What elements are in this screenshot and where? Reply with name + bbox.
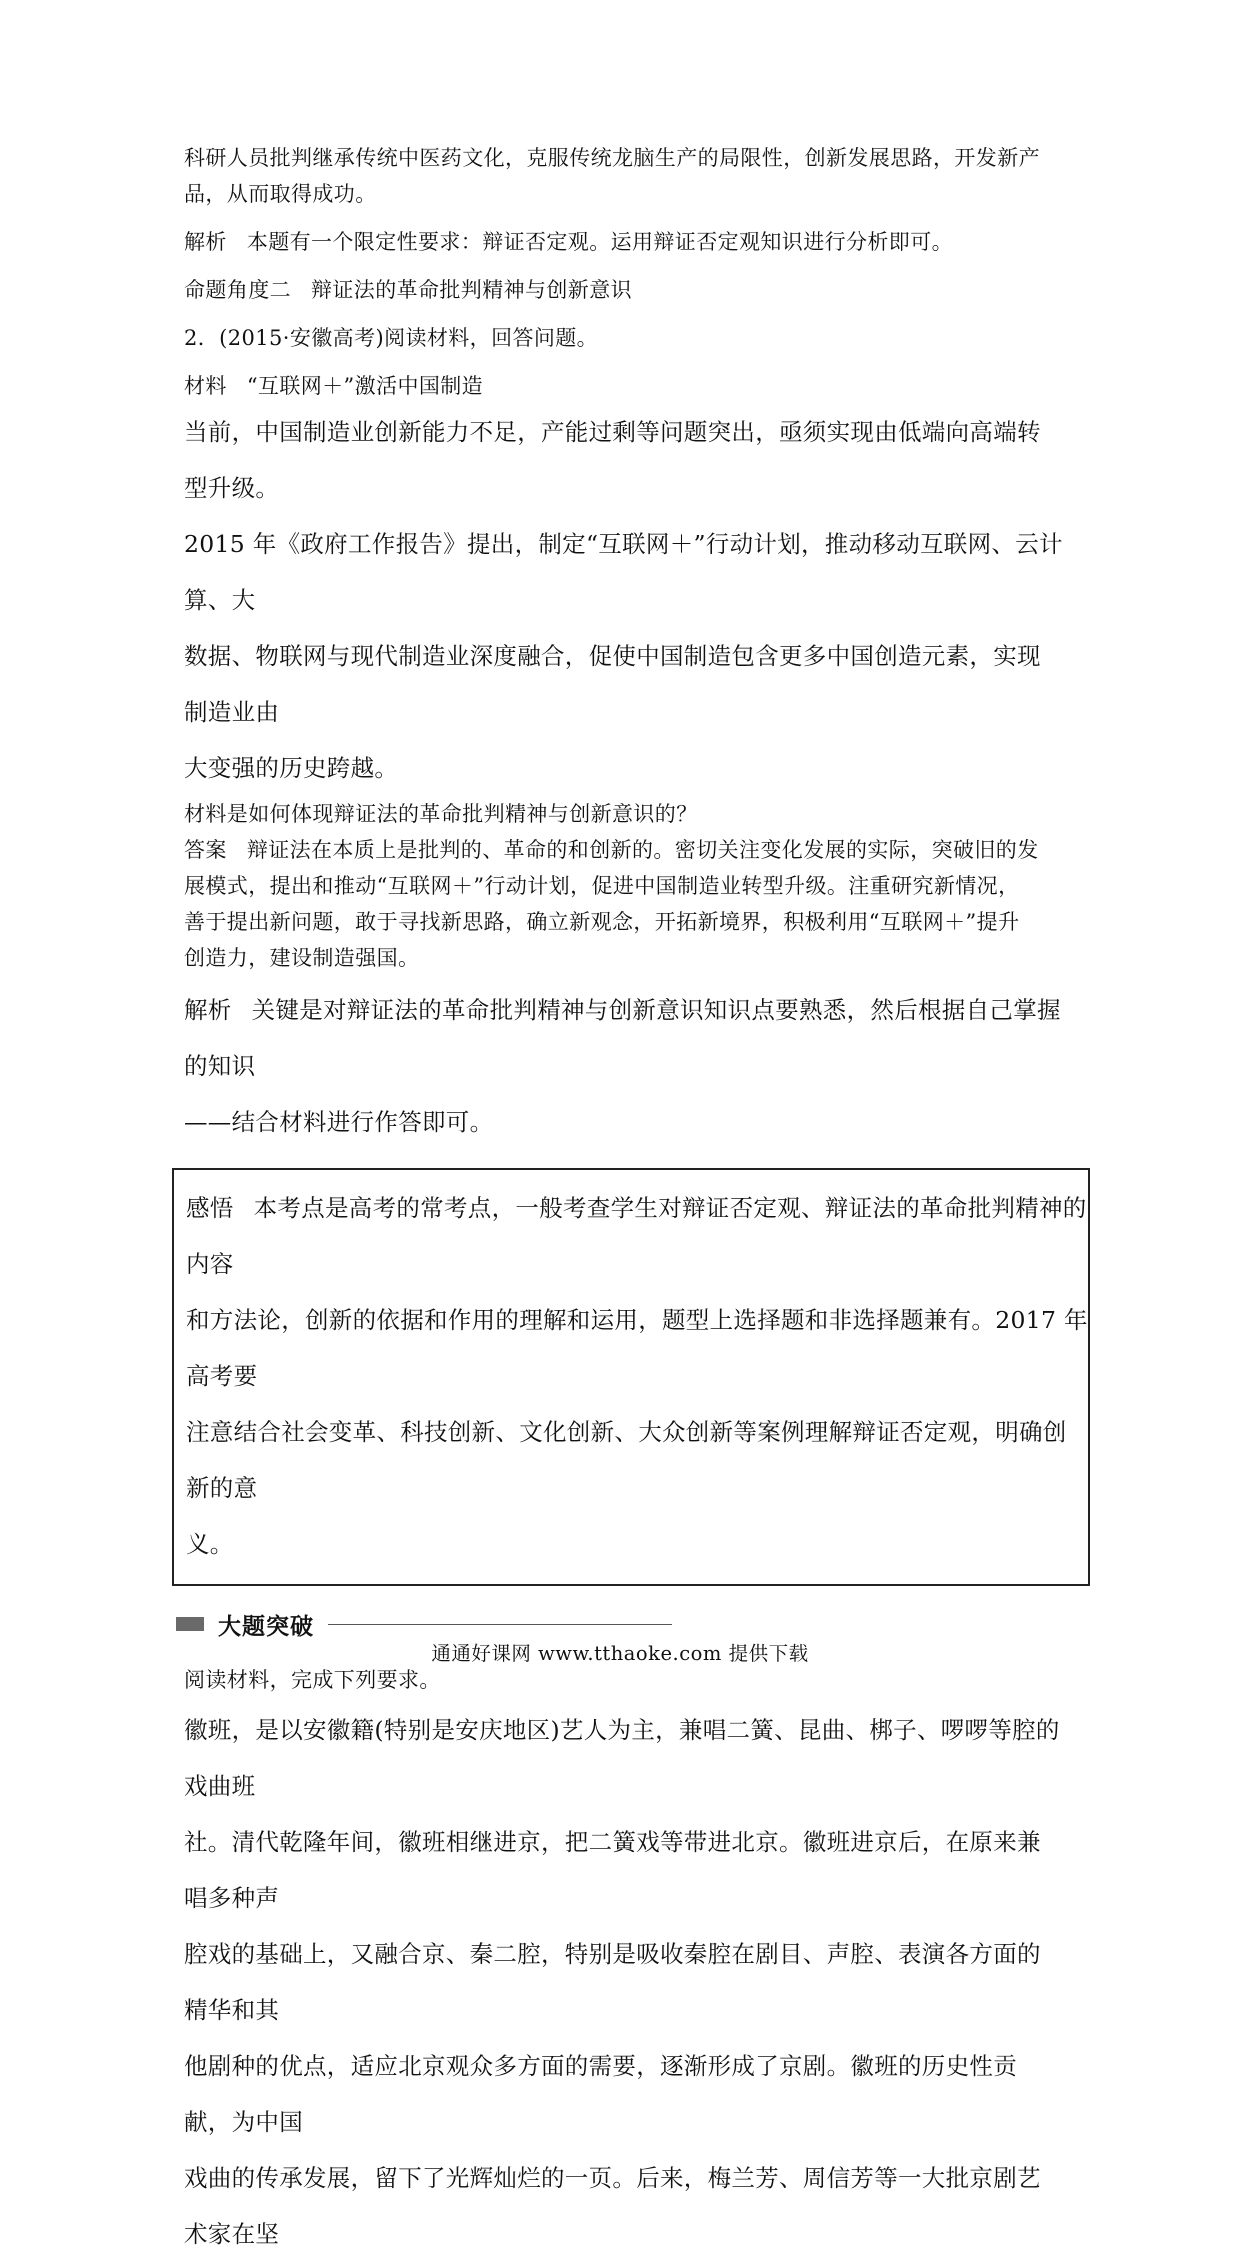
material-heading <box>184 368 1064 404</box>
question-line: 材料是如何体现辩证法的革命批判精神与创新意识的？ <box>184 802 698 826</box>
section-title: 大题突破 <box>218 1613 314 1640</box>
insight-box <box>172 1168 1090 1586</box>
passage-line: 社。清代乾隆年间，徽班相继进京，把二簧戏等带进北京。徽班进京后，在原来兼唱多种声 <box>184 1828 1041 1912</box>
material-text-line: 当前，中国制造业创新能力不足，产能过剩等问题突出，亟须实现由低端向高端转型升级。 <box>184 418 1041 502</box>
analysis-text: 本题有一个限定性要求：辩证否定观。运用辩证否定观知识进行分析即可。 <box>246 230 954 254</box>
answer-line <box>184 832 1064 868</box>
insight-line: 注意结合社会变革、科技创新、文化创新、大众创新等案例理解辩证否定观，明确创新的意 <box>186 1418 1067 1502</box>
analysis-label: 解析 <box>184 996 232 1024</box>
material-label: 材料 <box>184 374 227 398</box>
material-text-line: 2015 年《政府工作报告》提出，制定“互联网＋”行动计划，推动移动互联网、云计算、大 <box>184 530 1063 614</box>
analysis-label: 解析 <box>184 230 227 254</box>
text-line: 科研人员批判继承传统中医药文化，克服传统龙脑生产的局限性，创新发展思路，开发新产 <box>184 146 1040 170</box>
analysis-line <box>184 982 1064 1094</box>
answer-line: 创造力，建设制造强国。 <box>184 946 420 970</box>
passage-line: 徽班，是以安徽籍(特别是安庆地区)艺人为主，兼唱二簧、昆曲、梆子、啰啰等腔的戏曲班 <box>184 1716 1060 1800</box>
passage-line: 他剧种的优点，适应北京观众多方面的需要，逐渐形成了京剧。徽班的历史性贡献，为中国 <box>184 2052 1017 2136</box>
answer-line: 善于提出新问题，敢于寻找新思路，确立新观念，开拓新境界，积极利用“互联网＋”提升 <box>184 910 1020 934</box>
insight-line <box>186 1180 1088 1292</box>
text-line: 品，从而取得成功。 <box>184 182 377 206</box>
answer-line: 展模式，提出和推动“互联网＋”行动计划，促进中国制造业转型升级。注重研究新情况， <box>184 874 1020 898</box>
insight-label: 感悟 <box>186 1194 234 1222</box>
analysis-line: ——结合材料进行作答即可。 <box>184 1108 494 1136</box>
topic-heading <box>184 272 1064 308</box>
material-title: “互联网＋”激活中国制造 <box>246 374 484 398</box>
topic-angle-text: 辩证法的革命批判精神与创新意识 <box>311 278 632 302</box>
page-footer: 通通好课网 www.tthaoke.com 提供下载 <box>431 1642 809 1665</box>
section-marker-icon <box>176 1617 204 1631</box>
insight-line: 和方法论，创新的依据和作用的理解和运用，题型上选择题和非选择题兼有。2017 年高考要 <box>186 1306 1088 1390</box>
analysis-line <box>184 224 1064 260</box>
insight-text: 本考点是高考的常考点，一般考查学生对辩证否定观、辩证法的革命批判精神的内容 <box>186 1194 1087 1278</box>
answer-label: 答案 <box>184 838 227 862</box>
passage-line: 腔戏的基础上，又融合京、秦二腔，特别是吸收秦腔在剧目、声腔、表演各方面的精华和其 <box>184 1940 1041 2024</box>
answer-text: 辩证法在本质上是批判的、革命的和创新的。密切关注变化发展的实际，突破旧的发 <box>246 838 1039 862</box>
question-number-line: 2．(2015·安徽高考)阅读材料，回答问题。 <box>184 326 599 350</box>
page-content <box>184 140 1088 2262</box>
passage-line: 戏曲的传承发展，留下了光辉灿烂的一页。后来，梅兰芳、周信芳等一大批京剧艺术家在坚 <box>184 2164 1041 2248</box>
section-divider <box>328 1624 672 1625</box>
insight-line: 义。 <box>186 1530 234 1558</box>
instruction-line: 阅读材料，完成下列要求。 <box>184 1668 441 1692</box>
material-text-line: 大变强的历史跨越。 <box>184 754 399 782</box>
analysis-text: 关键是对辩证法的革命批判精神与创新意识知识点要熟悉，然后根据自己掌握的知识 <box>184 996 1061 1080</box>
material-text-line: 数据、物联网与现代制造业深度融合，促使中国制造包含更多中国创造元素，实现制造业由 <box>184 642 1041 726</box>
topic-angle-label: 命题角度二 <box>184 278 291 302</box>
